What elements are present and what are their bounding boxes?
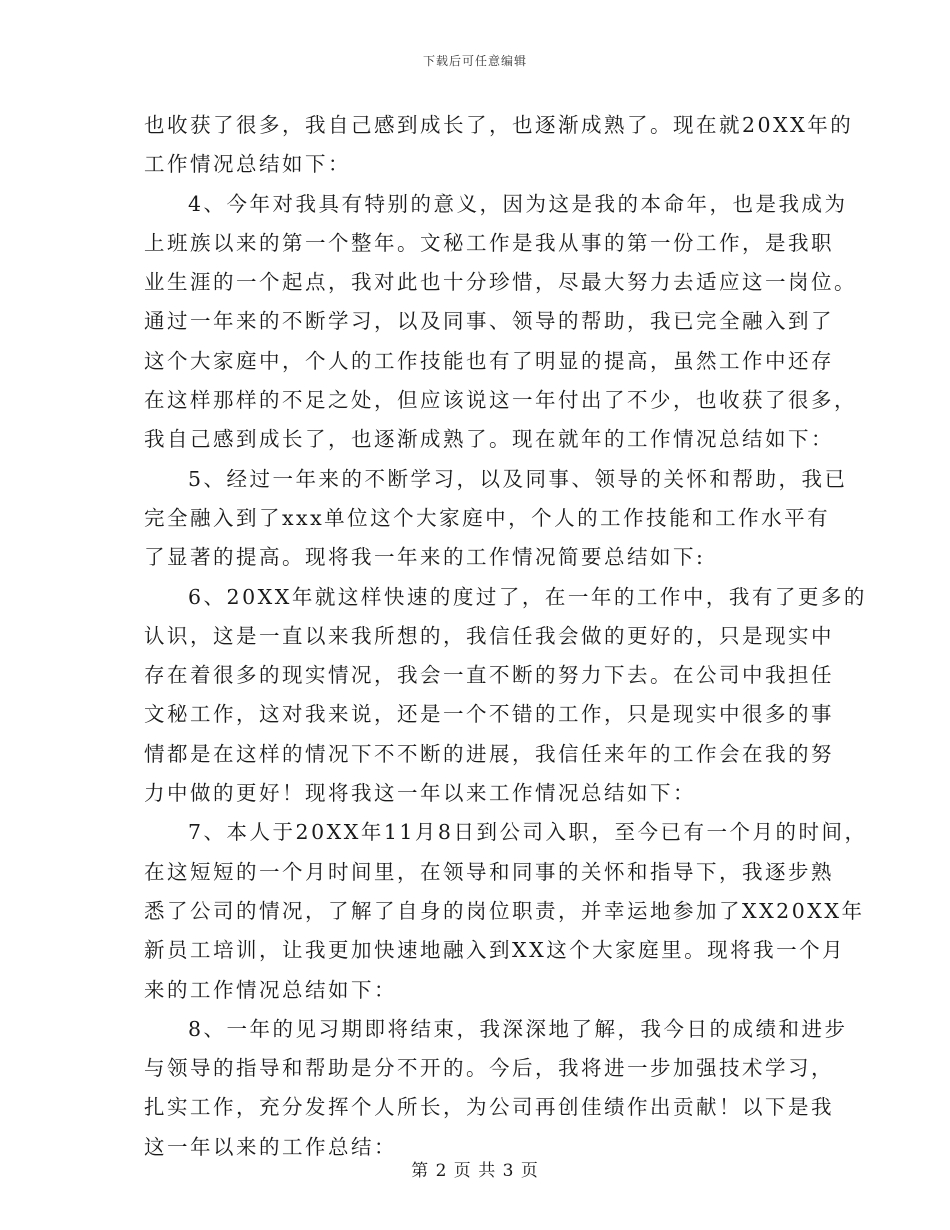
text-line: 力中做的更好！现将我这一年以来工作情况总结如下：	[144, 781, 696, 806]
text-line: 认识，这是一直以来我所想的，我信任我会做的更好的，只是现实中	[144, 623, 834, 648]
text-line: 扎实工作，充分发挥个人所长，为公司再创佳绩作出贡献！以下是我	[144, 1095, 834, 1120]
text-line: 工作情况总结如下：	[144, 152, 351, 177]
body-text	[144, 106, 868, 1167]
text-line: 完全融入到了xxx单位这个大家庭中，个人的工作技能和工作水平有	[144, 505, 831, 530]
text-line: 通过一年来的不断学习，以及同事、领导的帮助，我已完全融入到了	[144, 309, 834, 334]
paragraph-first-line: 7、本人于20XX年11月8日到公司入职，至今已有一个月的时间，	[188, 820, 868, 845]
text-line: 业生涯的一个起点，我对此也十分珍惜，尽最大努力去适应这一岗位。	[144, 270, 857, 295]
page-header: 下载后可任意编辑	[422, 54, 527, 68]
text-line: 新员工培训，让我更加快速地融入到XX这个大家庭里。现将我一个月	[144, 938, 846, 963]
text-line: 悉了公司的情况，了解了自身的岗位职责，并幸运地参加了XX20XX年	[144, 898, 865, 923]
text-line: 在这短短的一个月时间里，在领导和同事的关怀和指导下，我逐步熟	[144, 859, 834, 884]
text-line: 在这样那样的不足之处，但应该说这一年付出了不少，也收获了很多，	[144, 388, 857, 413]
text-line: 与领导的指导和帮助是分不开的。今后，我将进一步加强技术学习，	[144, 1056, 834, 1081]
paragraph-first-line: 8、一年的见习期即将结束，我深深地了解，我今日的成绩和进步	[188, 1016, 848, 1041]
text-line: 也收获了很多，我自己感到成长了，也逐渐成熟了。现在就20XX年的	[144, 113, 854, 137]
text-line: 了显著的提高。现将我一年来的工作情况简要总结如下:	[144, 545, 706, 570]
paragraph-first-line: 5、经过一年来的不断学习，以及同事、领导的关怀和帮助，我已	[188, 466, 848, 491]
text-line: 上班族以来的第一个整年。文秘工作是我从事的第一份工作，是我职	[144, 230, 834, 255]
text-line: 文秘工作，这对我来说，还是一个不错的工作，只是现实中很多的事	[144, 702, 834, 727]
text-line: 来的工作情况总结如下：	[144, 977, 397, 1002]
text-line: 我自己感到成长了，也逐渐成熟了。现在就年的工作情况总结如下：	[144, 427, 834, 452]
paragraph-first-line: 6、20XX年就这样快速的度过了，在一年的工作中，我有了更多的	[188, 584, 867, 609]
text-line: 这一年以来的工作总结：	[144, 1134, 397, 1159]
page-footer: 第 2 页 共 3 页	[411, 1161, 539, 1181]
paragraph-first-line: 4、今年对我具有特别的意义，因为这是我的本命年，也是我成为	[188, 191, 848, 216]
text-line: 存在着很多的现实情况，我会一直不断的努力下去。在公司中我担任	[144, 663, 834, 688]
text-line: 情都是在这样的情况下不不断的进展，我信任来年的工作会在我的努	[144, 741, 834, 766]
text-line: 这个大家庭中，个人的工作技能也有了明显的提高，虽然工作中还存	[144, 348, 834, 373]
